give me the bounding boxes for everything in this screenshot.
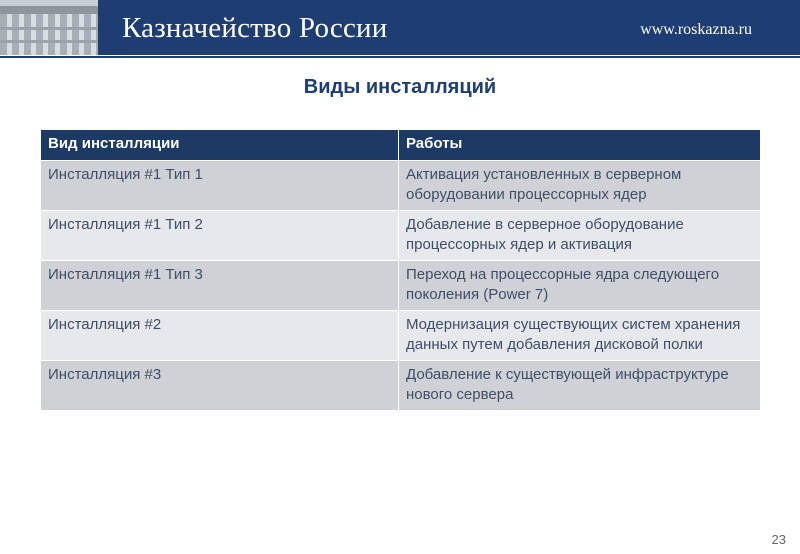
column-header-works: Работы [399,130,761,161]
table-row [41,211,761,261]
works-cell: Переход на процессорные ядра следующего поколения (Power 7) [399,261,761,311]
installation-type-cell: Инсталляция #1 Тип 1 [41,161,399,211]
column-header-type: Вид инсталляции [41,130,399,161]
works-cell: Модернизация существующих систем хранения данных путем добавления дисковой полки [399,311,761,361]
table-row [41,161,761,211]
table-header-row [41,130,761,161]
site-url: www.roskazna.ru [640,21,752,38]
works-cell: Добавление к существующей инфраструктуре нового сервера [399,361,761,411]
header-bar [98,0,800,55]
page-number: 23 [771,532,786,547]
works-cell: Добавление в серверное оборудование процессорных ядер и активация [399,211,761,261]
slide-title: Виды инсталляций [303,76,497,98]
installation-type-cell: Инсталляция #1 Тип 3 [41,261,399,311]
works-cell: Активация установленных в серверном оборудовании процессорных ядер [399,161,761,211]
org-name: Казначейство России [122,12,388,44]
slide-header [0,0,800,60]
table-row [41,261,761,311]
header-divider [0,56,800,58]
building-photo [0,0,98,55]
installation-type-cell: Инсталляция #1 Тип 2 [41,211,399,261]
installation-type-cell: Инсталляция #3 [41,361,399,411]
installation-type-cell: Инсталляция #2 [41,311,399,361]
table-row [41,311,761,361]
table-row [41,361,761,411]
installations-table [40,129,761,411]
